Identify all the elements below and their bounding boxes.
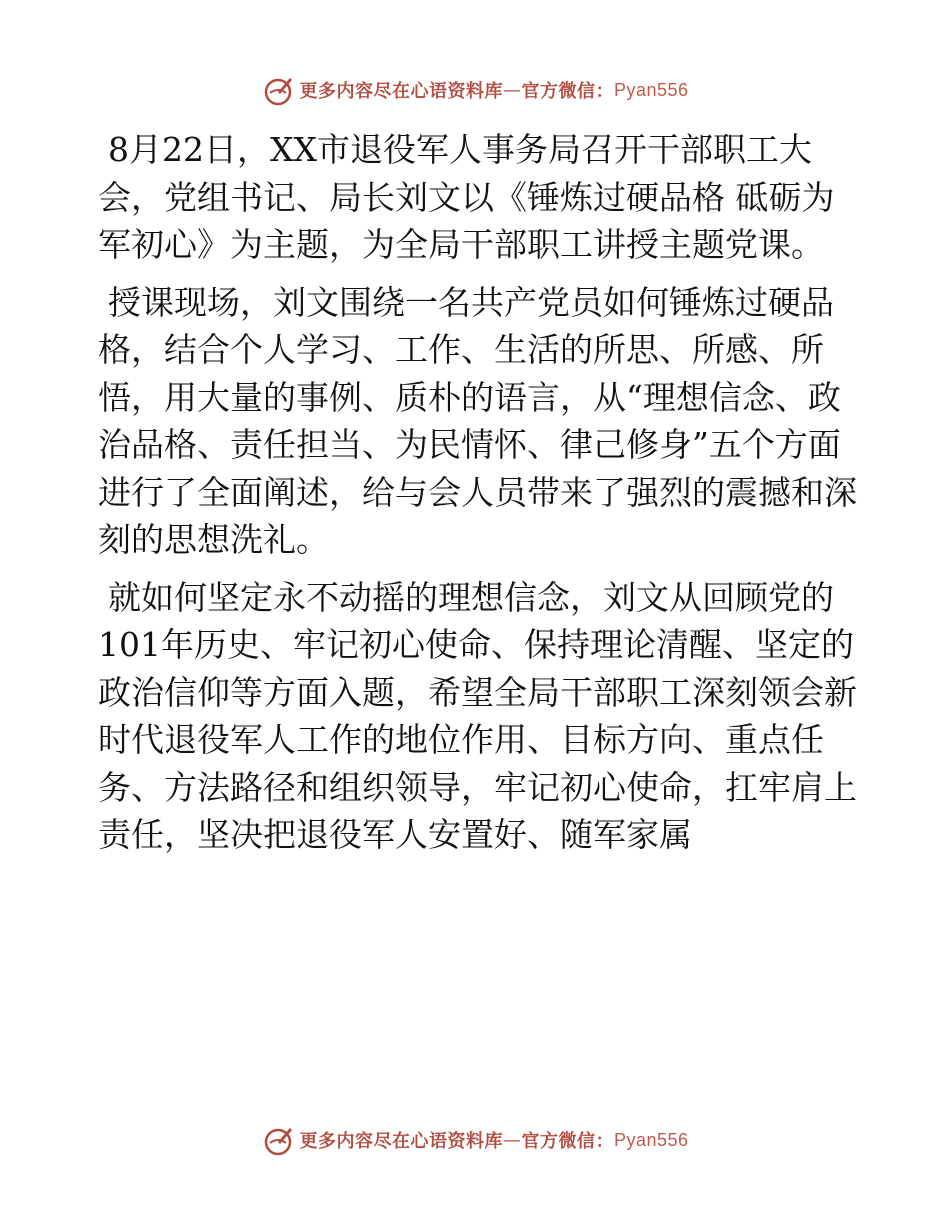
banner-separator: — xyxy=(502,1129,522,1151)
footer-banner xyxy=(0,1120,950,1160)
paragraph-2: 授课现场，刘文围绕一名共产党员如何锤炼过硬品格，结合个人学习、工作、生活的所思、所感、所悟，用大量的事例、质朴的语言，从“理想信念、政治品格、责任担当、为民情怀、律己修身”五个方面进行了全面阐述，给与会人员带来了强烈的震撼和深刻的思想洗礼。 xyxy=(98,282,857,559)
wechat-id: Pyan556 xyxy=(613,1129,689,1150)
paragraph-3: 就如何坚定永不动摇的理想信念，刘文从回顾党的101年历史、牢记初心使命、保持理论清醒、坚定的政治信仰等方面入题，希望全局干部职工深刻领会新时代退役军人工作的地位作用、目标方向、重点任务、方法路径和组织领导，牢记初心使命，扛牢肩上责任，坚决把退役军人安置好、随军家属 xyxy=(98,577,857,854)
wechat-id: Pyan556 xyxy=(613,79,689,100)
banner-text: 更多内容尽在心语资料库 xyxy=(299,1131,503,1152)
wechat-label: 官方微信： xyxy=(521,81,614,102)
book-pen-logo-icon xyxy=(261,1123,295,1157)
wechat-label: 官方微信： xyxy=(521,1131,614,1152)
paragraph-1: 8月22日，XX市退役军人事务局召开干部职工大会，党组书记、局长刘文以《锤炼过硬品格 砥砺为军初心》为主题，为全局干部职工讲授主题党课。 xyxy=(98,130,835,264)
document-body xyxy=(98,126,858,869)
banner-separator: — xyxy=(502,79,522,101)
header-banner xyxy=(0,70,950,110)
banner-text: 更多内容尽在心语资料库 xyxy=(299,81,503,102)
book-pen-logo-icon xyxy=(261,73,295,107)
